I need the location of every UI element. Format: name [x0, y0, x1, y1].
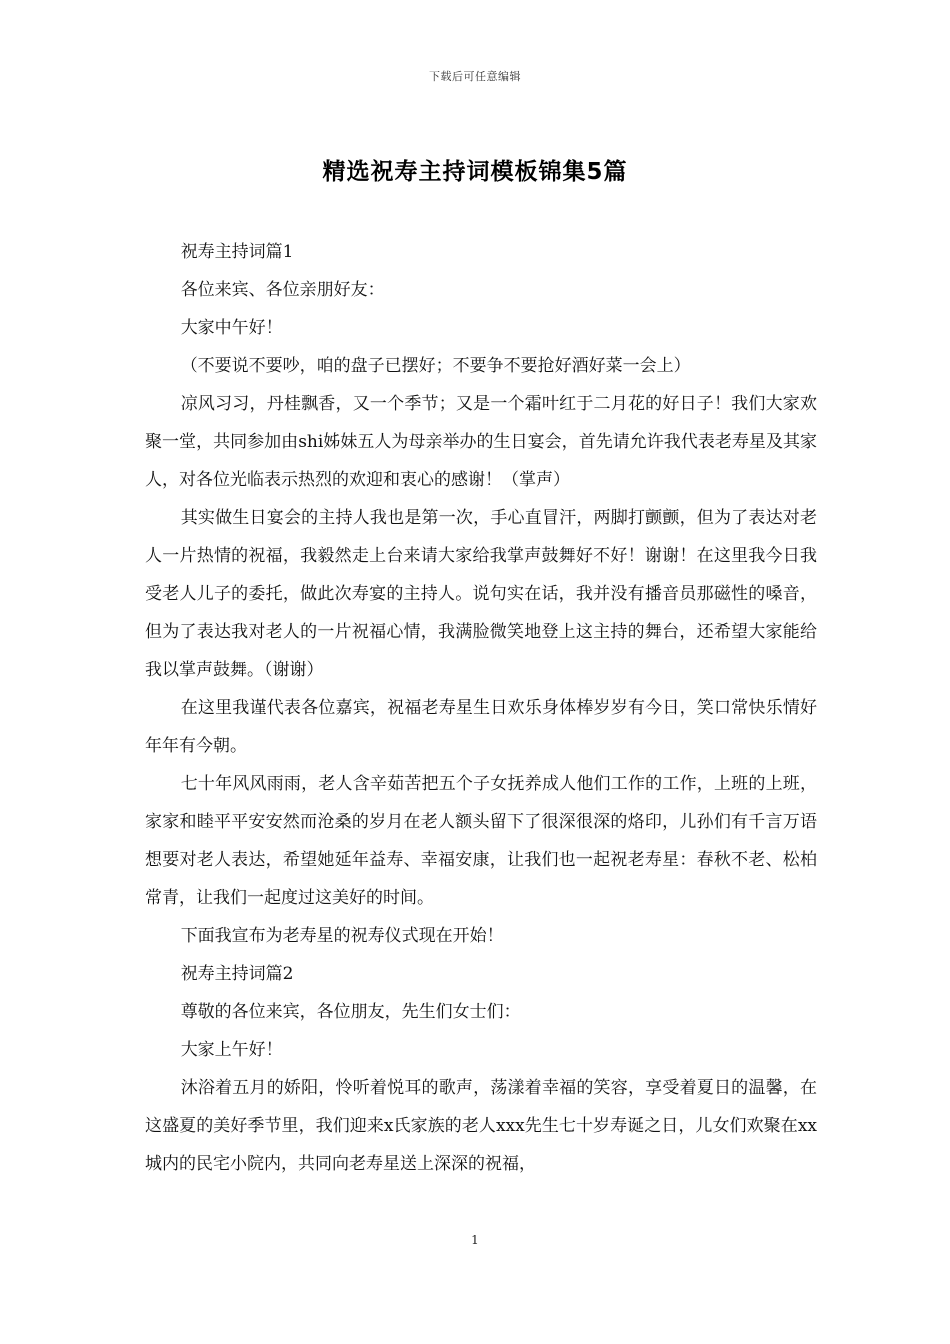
- document-body: [145, 233, 817, 1183]
- section-heading-2: 祝寿主持词篇2: [180, 964, 294, 984]
- section-heading-1: 祝寿主持词篇1: [180, 242, 294, 262]
- paragraph: 下面我宣布为老寿星的祝寿仪式现在开始！: [180, 926, 504, 946]
- paragraph: 各位来宾、各位亲朋好友：: [180, 280, 385, 300]
- paragraph: 大家中午好！: [180, 318, 283, 338]
- paragraph: 其实做生日宴会的主持人我也是第一次，手心直冒汗，两脚打颤颤，但为了表达对老人一片热情的祝福，我毅然走上台来请大家给我掌声鼓舞好不好！谢谢！在这里我今日我受老人儿子的委托，做此次寿宴的主持人。说句实在话，我并没有播音员那磁性的嗓音，但为了表达我对老人的一片祝福心情，我满脸微笑地登上这主持的舞台，还希望大家能给我以掌声鼓舞。（谢谢）: [145, 508, 817, 680]
- paragraph: 尊敬的各位来宾，各位朋友，先生们女士们：: [180, 1002, 521, 1022]
- paragraph: 大家上午好！: [180, 1040, 283, 1060]
- document-title: 精选祝寿主持词模板锦集5篇: [322, 159, 628, 185]
- page-number: 1: [471, 1233, 479, 1247]
- paragraph: 在这里我谨代表各位嘉宾，祝福老寿星生日欢乐身体棒岁岁有今日，笑口常快乐情好年年有今朝。: [145, 698, 817, 756]
- paragraph: 沐浴着五月的娇阳，怜听着悦耳的歌声，荡漾着幸福的笑容，享受着夏日的温馨，在这盛夏的美好季节里，我们迎来x氏家族的老人xxx先生七十岁寿诞之日，儿女们欢聚在xx城内的民宅小院内，共同向老寿星送上深深的祝福，: [145, 1078, 817, 1174]
- paragraph: 凉风习习，丹桂飘香，又一个季节；又是一个霜叶红于二月花的好日子！我们大家欢聚一堂，共同参加由shi姊妹五人为母亲举办的生日宴会，首先请允许我代表老寿星及其家人，对各位光临表示热烈的欢迎和衷心的感谢！（掌声）: [145, 394, 817, 490]
- paragraph: （不要说不要吵，咱的盘子已摆好；不要争不要抢好酒好菜一会上）: [180, 356, 691, 376]
- paragraph: 七十年风风雨雨，老人含辛茹苦把五个子女抚养成人他们工作的工作，上班的上班，家家和睦平平安安然而沧桑的岁月在老人额头留下了很深很深的烙印，儿孙们有千言万语想要对老人表达，希望她延年益寿、幸福安康，让我们也一起祝老寿星：春秋不老、松柏常青，让我们一起度过这美好的时间。: [145, 774, 817, 908]
- header-note: 下载后可任意编辑: [429, 70, 521, 83]
